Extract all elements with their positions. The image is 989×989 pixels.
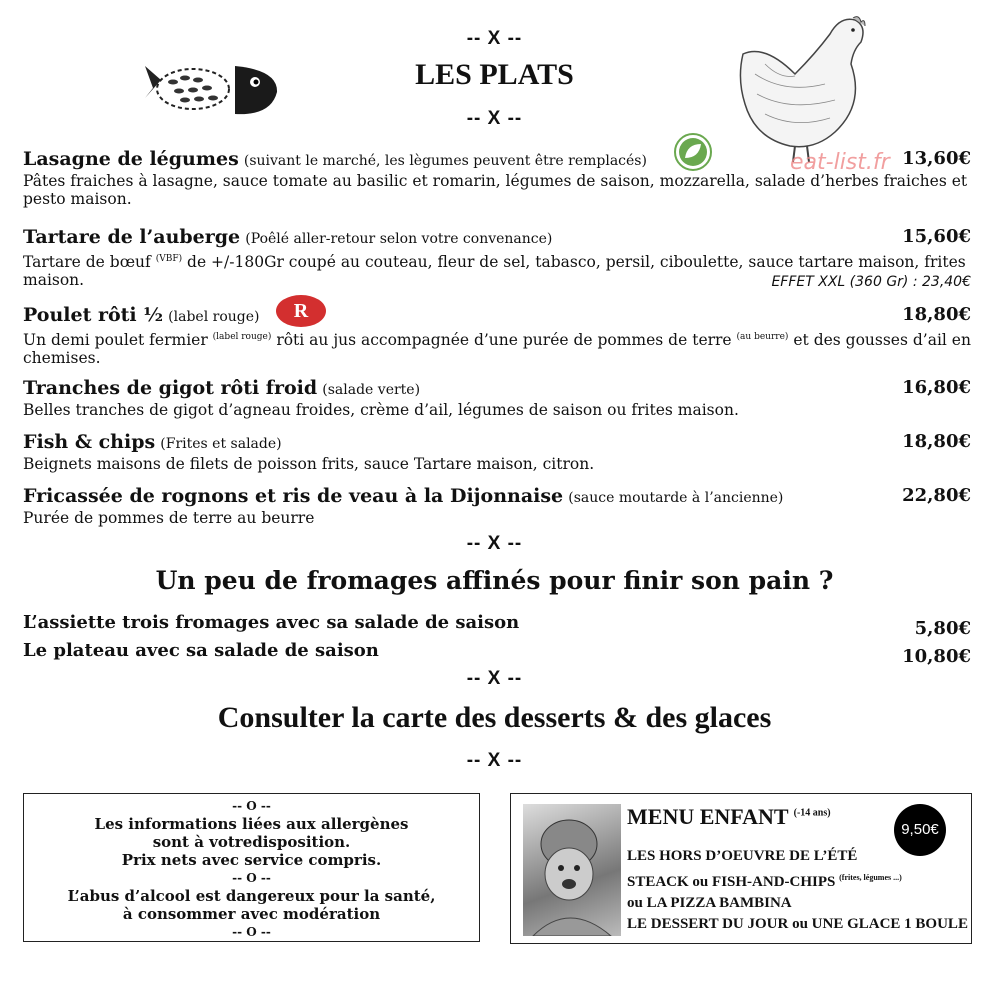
dish-note: (Poêlé aller-retour selon votre convenance) xyxy=(245,231,553,247)
info-divider: -- O -- xyxy=(232,871,271,885)
kids-menu-line: LE DESSERT DU JOUR ou UNE GLACE 1 BOULE xyxy=(627,916,968,932)
dish-description: Belles tranches de gigot d’agneau froides, crème d’ail, légumes de saison ou frites maison. xyxy=(23,401,739,419)
watermark: eat-list.fr xyxy=(790,150,890,175)
dish-name: Lasagne de légumes xyxy=(23,148,239,170)
desserts-title: Consulter la carte des desserts & des glaces xyxy=(217,701,772,734)
desc-part: rôti au jus accompagnée d’une purée de pommes de terre xyxy=(276,331,732,350)
dish-name: Fricassée de rognons et ris de veau à la Dijonnaise xyxy=(23,485,564,507)
kids-line-text: STEACK ou FISH-AND-CHIPS xyxy=(627,874,836,890)
page-title: LES PLATS xyxy=(415,58,574,91)
child-photo xyxy=(523,804,621,936)
dish-description: Purée de pommes de terre au beurre xyxy=(23,509,315,527)
dish-price: 15,60€ xyxy=(902,226,971,247)
info-line: L’abus d’alcool est dangereux pour la santé, xyxy=(67,887,436,905)
dish-description: Beignets maisons de filets de poisson frits, sauce Tartare maison, citron. xyxy=(23,455,595,473)
desc-part: Un demi poulet fermier xyxy=(23,331,208,350)
separator: -- X -- xyxy=(466,668,523,689)
desc-superscript: (VBF) xyxy=(155,254,183,264)
kids-line-note: (frites, légumes ...) xyxy=(839,873,902,882)
cheese-item xyxy=(23,612,971,639)
dish-name: Tartare de l’auberge xyxy=(23,226,241,248)
separator: -- X -- xyxy=(466,533,523,554)
dish-note: (sauce moutarde à l’ancienne) xyxy=(568,490,784,506)
dish-poulet xyxy=(23,300,971,368)
dish-note: (Frites et salade) xyxy=(160,436,282,452)
dish-gigot xyxy=(23,377,971,419)
kids-price-badge: 9,50€ xyxy=(894,804,946,856)
dish-name: Tranches de gigot rôti froid xyxy=(23,377,318,399)
kids-menu-title xyxy=(627,804,831,830)
info-divider: -- O -- xyxy=(232,925,271,939)
dish-price: 18,80€ xyxy=(902,304,971,325)
dish-name: Fish & chips xyxy=(23,431,156,453)
kids-menu-items xyxy=(627,846,968,935)
kids-menu-line xyxy=(627,867,968,893)
dish-tartare xyxy=(23,226,971,289)
cheese-price: 5,80€ xyxy=(914,618,971,639)
separator: -- X -- xyxy=(466,28,523,49)
cheese-name: L’assiette trois fromages avec sa salade de saison xyxy=(23,612,520,633)
label-rouge-icon xyxy=(275,294,327,328)
vegetarian-leaf-icon xyxy=(673,132,713,172)
dish-description: Pâtes fraiches à lasagne, sauce tomate au basilic et romarin, légumes de saison, mozzarella, salade d’herbes fraiches et pesto maison. xyxy=(23,172,968,208)
kids-title-text: MENU ENFANT xyxy=(627,804,789,829)
separator: -- X -- xyxy=(466,108,523,129)
info-line: à consommer avec modération xyxy=(122,905,381,923)
kids-menu-line: LES HORS D’OEUVRE DE L’ÉTÉ xyxy=(627,848,858,864)
desc-part: Tartare de bœuf xyxy=(23,253,151,272)
child-eating-image xyxy=(523,804,621,936)
desc-superscript: (label rouge) xyxy=(212,332,272,342)
desc-superscript: (au beurre) xyxy=(736,332,789,342)
dish-fricassee xyxy=(23,485,971,527)
cheese-name: Le plateau avec sa salade de saison xyxy=(23,640,379,661)
dish-name: Poulet rôti ½ xyxy=(23,304,164,326)
cheese-price: 10,80€ xyxy=(902,646,971,667)
info-box xyxy=(23,793,480,942)
info-line: Les informations liées aux allergènes xyxy=(94,815,409,833)
info-line: Prix nets avec service compris. xyxy=(121,851,382,869)
dish-note: (label rouge) xyxy=(168,309,260,325)
desc-part: de +/-180Gr coupé au couteau, fleur de sel, tabasco, persil, ciboulette, sauce tartare maison, frites maison. xyxy=(23,253,966,290)
svg-text:R: R xyxy=(293,300,309,322)
cheese-title: Un peu de fromages affinés pour finir son pain ? xyxy=(155,566,834,595)
xxl-option: EFFET XXL (360 Gr) : 23,40€ xyxy=(771,274,971,290)
info-divider: -- O -- xyxy=(232,799,271,813)
dish-price: 18,80€ xyxy=(902,431,971,452)
desc-part: et des gousses d’ail en chemises. xyxy=(23,331,971,368)
cheese-item xyxy=(23,640,971,667)
dish-price: 16,80€ xyxy=(902,377,971,398)
dish-lasagne xyxy=(23,148,971,208)
kids-age: (-14 ans) xyxy=(793,807,831,819)
dish-description xyxy=(23,328,971,367)
separator: -- X -- xyxy=(466,750,523,771)
dish-price: 22,80€ xyxy=(902,485,971,506)
dish-note: (salade verte) xyxy=(322,382,421,398)
dish-note: (suivant le marché, les lègumes peuvent être remplacés) xyxy=(243,153,647,169)
dish-price: 13,60€ xyxy=(902,148,971,169)
kids-menu-line: ou LA PIZZA BAMBINA xyxy=(627,895,792,911)
kids-menu-box xyxy=(510,793,972,944)
info-line: sont à votredisposition. xyxy=(152,833,351,851)
dish-fish-chips xyxy=(23,431,971,473)
